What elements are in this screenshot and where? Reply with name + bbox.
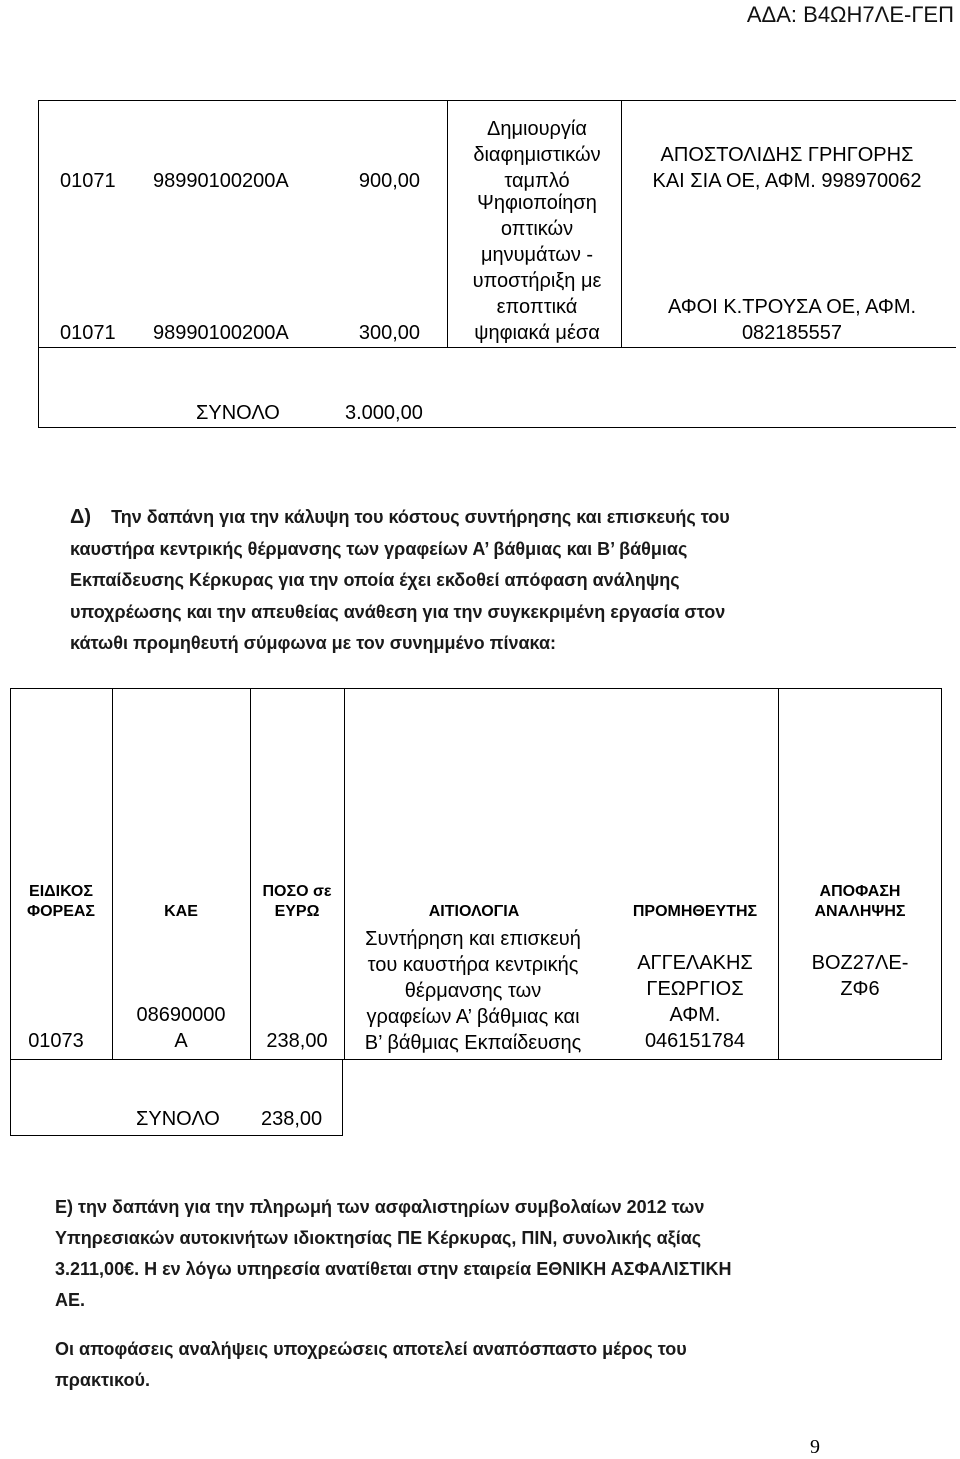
table2-total-value: 238,00	[261, 1108, 323, 1130]
header-amount: ΠΟΣΟ σε ΕΥΡΩ	[262, 883, 332, 920]
header-supplier: ΠΡΟΜΗΘΕΥΤΗΣ	[632, 903, 758, 920]
table1-row2-foreas: 01071	[60, 322, 116, 344]
header-reason: ΑΙΤΙΟΛΟΓΙΑ	[428, 903, 520, 920]
table2-foreas: 01073	[28, 1030, 84, 1052]
column-divider	[250, 689, 251, 1059]
table2-kae: 08690000 Α	[136, 1004, 226, 1052]
table1-row1-kae: 98990100200Α	[153, 170, 289, 192]
section-d-letter: Δ)	[70, 506, 92, 528]
table1-row2-description: Ψηφιοποίηση οπτικών μηνυμάτων - υποστήριξη με εποπτικά ψηφιακά μέσα	[472, 192, 602, 344]
header-decision: ΑΠΟΦΑΣΗ ΑΝΑΛΗΨΗΣ	[814, 883, 906, 920]
section-d-paragraph: Δ) Την δαπάνη για την κάλυψη του κόστους συντήρησης και επισκευής του καυστήρα κεντρικής θέρμανσης των γραφείων Α’ βάθμιας και Β’ βάθμιας Εκπαίδευσης Κέρκυρας για την οποία έχει εκδοθεί απόφαση ανάληψης υποχρέωσης και την απευθείας ανάθεση για την συγκεκριμένη εργασία στον κάτωθι προμηθευτή σύμφωνα με τον συνημμένο πίνακα:	[70, 506, 730, 653]
table1-row2-amount: 300,00	[358, 322, 420, 344]
total-row-border	[39, 427, 455, 428]
header-foreas: ΕΙΔΙΚΟΣ ΦΟΡΕΑΣ	[26, 883, 96, 920]
table1-total-label: ΣΥΝΟΛΟ	[196, 402, 280, 424]
closing-paragraph: Οι αποφάσεις αναλήψεις υποχρεώσεις αποτελεί αναπόσπαστο μέρος του πρακτικού.	[55, 1339, 687, 1390]
table2-reason: Συντήρηση και επισκευή του καυστήρα κεντρικής θέρμανσης των γραφείων Α’ βάθμιας και Β’ βάθμιας Εκπαίδευσης	[364, 928, 582, 1054]
table2-total-label: ΣΥΝΟΛΟ	[136, 1108, 220, 1130]
page-number: 9	[810, 1436, 820, 1458]
table2-decision: ΒΟΖ27ΛΕ- ΖΦ6	[811, 952, 909, 1000]
table1-row1-supplier: ΑΠΟΣΤΟΛΙΔΗΣ ΓΡΗΓΟΡΗΣ ΚΑΙ ΣΙΑ ΟΕ, ΑΦΜ. 998970062	[652, 144, 922, 192]
header-kae: ΚΑΕ	[164, 903, 198, 920]
table1-row1-description: Δημιουργία διαφημιστικών ταμπλό	[473, 118, 601, 192]
table1-row1-foreas: 01071	[60, 170, 116, 192]
table1-row2-supplier: ΑΦΟΙ Κ.ΤΡΟΥΣΑ ΟΕ, ΑΦΜ. 082185557	[667, 296, 917, 344]
table1-row2-kae: 98990100200Α	[153, 322, 289, 344]
table1-row1-amount: 900,00	[358, 170, 420, 192]
ada-reference: ΑΔΑ: Β4ΩΗ7ΛΕ-ΓΕΠ	[746, 2, 954, 27]
table2-supplier: ΑΓΓΕΛΑΚΗΣ ΓΕΩΡΓΙΟΣ ΑΦΜ. 046151784	[637, 952, 753, 1052]
table2-amount: 238,00	[266, 1030, 328, 1052]
table1-total-value: 3.000,00	[345, 402, 423, 424]
section-e-paragraph: Ε) την δαπάνη για την πληρωμή των ασφαλιστηρίων συμβολαίων 2012 των Υπηρεσιακών αυτοκινήτων ιδιοκτησίας ΠΕ Κέρκυρας, ΠΙΝ, συνολικής αξίας 3.211,00€. Η εν λόγω υπηρεσία ανατίθεται στην εταιρεία ΕΘΝΙΚΗ ΑΣΦΑΛΙΣΤΙΚΗ ΑΕ.	[55, 1197, 732, 1310]
